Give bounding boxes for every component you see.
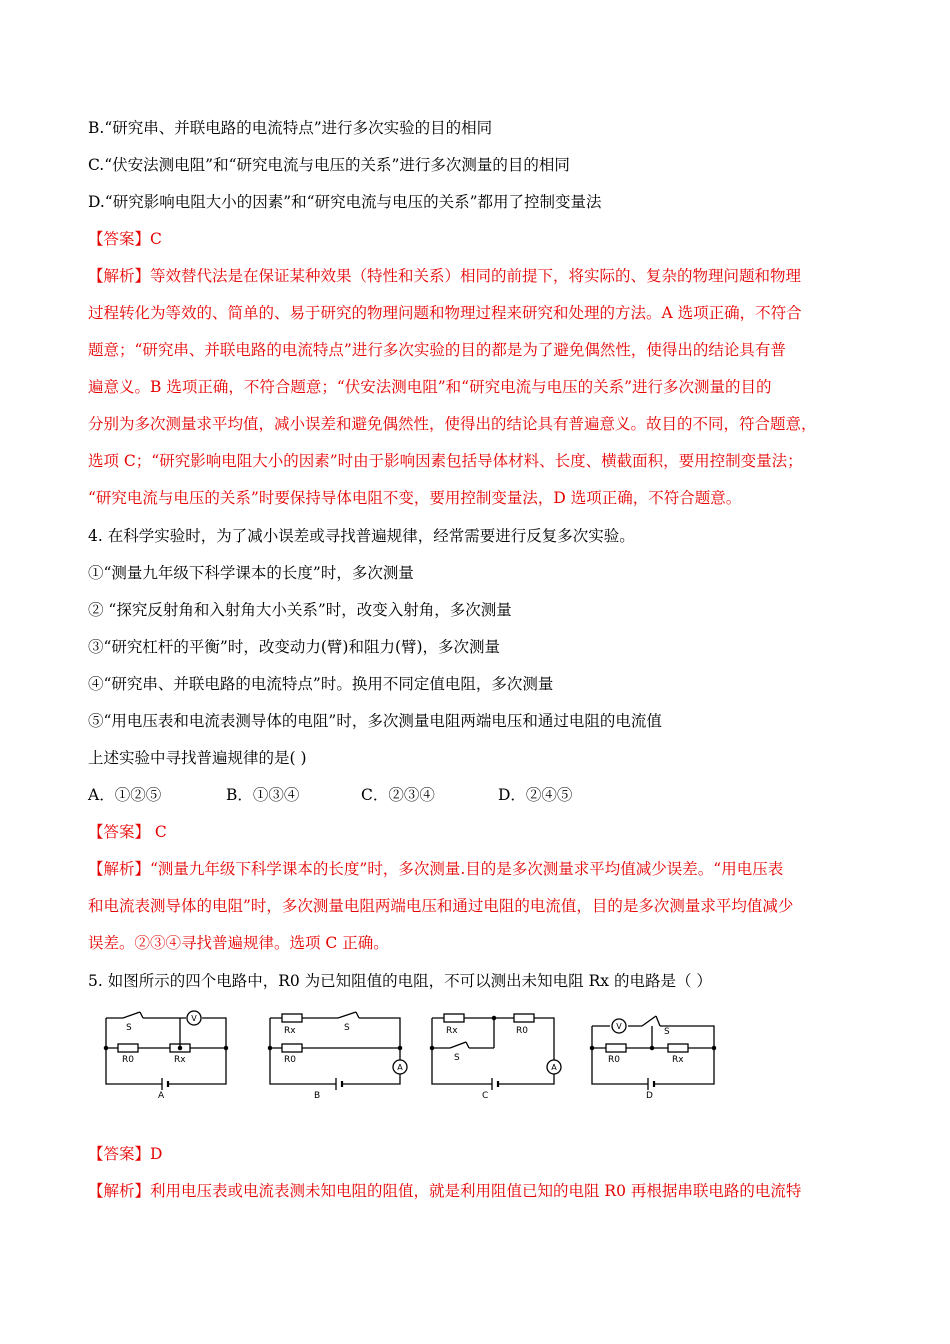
circuit-d-r2: Rx [672,1055,684,1065]
option-b-text: B.“研究串、并联电路的电流特点”进行多次实验的目的相同 [88,119,493,137]
circuit-d-switch: S [664,1027,670,1037]
circuit-a-switch: S [126,1023,132,1033]
circuit-b-r2: R0 [284,1055,296,1065]
circuit-c [430,1014,561,1100]
circuit-a [104,1011,227,1100]
question-4-options [88,785,572,805]
circuit-b [268,1012,407,1100]
question-4-prompt: 上述实验中寻找普遍规律的是( ) [88,749,307,767]
question-4-item-5: ⑤“用电压表和电流表测导体的电阻”时，多次测量电阻两端电压和通过电阻的电流值 [88,712,662,730]
circuit-c-switch: S [454,1053,460,1063]
explanation-5-line-1: 【解析】利用电压表或电流表测未知电阻的阻值，就是利用阻值已知的电阻 R0 再根据串联电路的电流特 [88,1182,802,1200]
circuit-c-r1: Rx [446,1026,458,1036]
explanation-3-line-7: “研究电流与电压的关系”时要保持导体电阻不变，要用控制变量法，D 选项正确，不符合题意。 [88,489,742,507]
question-4-item-2: ② “探究反射角和入射角大小关系”时，改变入射角，多次测量 [88,601,512,619]
question-4-item-1: ①“测量九年级下科学课本的长度”时，多次测量 [88,564,414,582]
circuit-d-caption: D [646,1091,653,1100]
circuit-a-caption: A [158,1091,165,1100]
circuit-a-r2: Rx [174,1055,186,1065]
explanation-4-line-1: 【解析】“测量九年级下科学课本的长度”时，多次测量.目的是多次测量求平均值减少误差。“用电压表 [88,860,784,878]
circuit-b-meter: A [397,1063,403,1072]
explanation-3-line-4: 遍意义。B 选项正确，不符合题意；“伏安法测电阻”和“研究电流与电压的关系”进行多次测量的目的 [88,378,772,396]
explanation-3-line-5: 分别为多次测量求平均值，减小误差和避免偶然性，使得出的结论具有普遍意义。故目的不同，符合题意， [88,415,817,433]
circuit-a-meter: V [191,1014,197,1023]
explanation-4-line-2: 和电流表测导体的电阻”时，多次测量电阻两端电压和通过电阻的电流值，目的是多次测量求平均值减少 [88,897,794,915]
option-c-text: C.“伏安法测电阻”和“研究电流与电压的关系”进行多次测量的目的相同 [88,156,570,174]
answer-3: 【答案】C [88,230,162,248]
question-4-item-3: ③“研究杠杆的平衡”时，改变动力(臂)和阻力(臂)，多次测量 [88,638,501,656]
circuit-c-meter: A [551,1063,557,1072]
circuit-b-switch: S [344,1023,350,1033]
explanation-4-line-3: 误差。②③④寻找普遍规律。选项 C 正确。 [88,934,389,952]
circuit-diagrams [98,1008,738,1100]
circuit-c-caption: C [482,1091,489,1100]
option-d-text: D.“研究影响电阻大小的因素”和“研究电流与电压的关系”都用了控制变量法 [88,193,602,211]
question-4-option-b: B．①③④ [226,786,300,804]
explanation-3-line-3: 题意；“研究串、并联电路的电流特点”进行多次实验的目的都是为了避免偶然性，使得出的结论具有普 [88,341,786,359]
explanation-3-line-1: 【解析】等效替代法是在保证某种效果（特性和关系）相同的前提下，将实际的、复杂的物理问题和物理 [88,267,802,285]
question-4-option-a: A．①②⑤ [88,786,162,804]
circuit-b-caption: B [314,1091,321,1100]
question-5: 5. 如图所示的四个电路中，R0 为已知阻值的电阻，不可以测出未知电阻 Rx 的电路是（ ） [88,972,712,990]
circuit-a-r1: R0 [122,1055,134,1065]
circuit-c-r2: R0 [516,1026,528,1036]
circuit-b-r1: Rx [284,1026,296,1036]
question-4-option-c: C．②③④ [361,786,435,804]
answer-5: 【答案】D [88,1145,163,1163]
circuit-d [590,1016,715,1100]
question-4-item-4: ④“研究串、并联电路的电流特点”时。换用不同定值电阻，多次测量 [88,675,554,693]
explanation-3-line-6: 选项 C；“研究影响电阻大小的因素”时由于影响因素包括导体材料、长度、横截面积，要用控制变量法； [88,452,803,470]
question-4: 4. 在科学实验时，为了减小误差或寻找普遍规律，经常需要进行反复多次实验。 [88,527,635,545]
question-4-option-d: D．②④⑤ [498,786,573,804]
circuit-d-meter: V [616,1022,622,1031]
circuit-d-r1: R0 [608,1055,620,1065]
answer-4: 【答案】 C [88,823,167,841]
explanation-3-line-2: 过程转化为等效的、简单的、易于研究的物理问题和物理过程来研究和处理的方法。A 选项正确，不符合 [88,304,802,322]
